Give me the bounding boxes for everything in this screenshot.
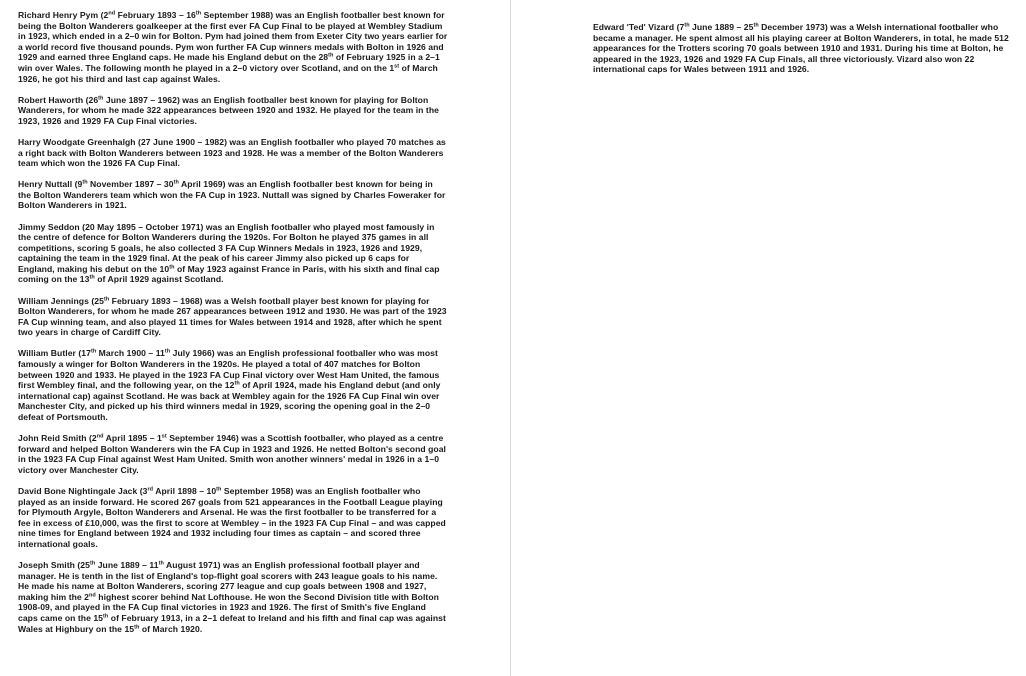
ordinal-suffix: th [216, 486, 222, 493]
paragraph-jack [18, 486, 448, 550]
left-column [18, 10, 448, 645]
paragraph-butler [18, 348, 448, 422]
paragraph-seddon [18, 222, 448, 286]
paragraph-nuttall [18, 179, 448, 211]
text-run: Richard Henry Pym (2 [18, 10, 109, 20]
text-run: June 1889 – 25 [689, 22, 754, 32]
text-run: July 1966) was an English professional footballer who was most famously a winger for Bolton Wanderers in the 1920s. He played a total of 407 matches for Bolton between 1920 and 1933. He played in the 1923 FA Cup Final victory over West Ham United, the famous first Wembley final, and the following year, on the 12 [18, 348, 440, 391]
text-run: August 1971) was an English professional football player and manager. He is tenth in the list of England's top-flight goal scorers with 243 league goals to his name. He made his name at Bolton Wanderers, scoring 277 league and cup goals between 1908 and 1927, making him the 2 [18, 560, 438, 602]
ordinal-suffix: nd [89, 592, 96, 599]
text-run: September 1988) was an English footballer best known for being the Bolton Wanderers goalkeeper at the first ever FA Cup Final to be played at Wembley Stadium in 1923, which ended in a 2–0 win for Bolton. Pym had joined them from Exeter City two years earlier for a world record five thousand pounds. Pym won further FA Cup winners medals with Bolton in 1926 and 1929 and earned three England caps. He made his England debut on the 28 [18, 10, 448, 63]
paragraph-haworth [18, 95, 448, 127]
text-run: John Reid Smith (2 [18, 433, 97, 444]
ordinal-suffix: th [134, 624, 140, 631]
text-run: of March 1920. [139, 623, 203, 634]
ordinal-suffix: th [82, 179, 88, 186]
ordinal-suffix: st [161, 433, 167, 440]
ordinal-suffix: th [164, 348, 171, 355]
text-run: Robert Haworth (26 [18, 94, 99, 105]
text-run: November 1897 – 30 [87, 179, 174, 190]
paragraph-vizard [593, 22, 1018, 75]
text-run: September 1946) was a Scottish footballer, who played as a centre forward and helped Bolton Wanderers win the FA Cup in 1923 and 1926. He netted Bolton's second goal in the 1923 FA Cup Final against West Ham United. Smith won another winners' medal in 1926 in a 1–0 victory over Manchester City. [18, 433, 446, 475]
text-run: William Jennings (25 [18, 295, 104, 306]
ordinal-suffix: th [103, 296, 110, 303]
text-run: David Bone Nightingale Jack (3 [18, 485, 148, 496]
ordinal-suffix: th [98, 95, 104, 102]
text-run: September 1958) was an English footballer who played as an inside forward. He scored 267 goals from 521 appearances in the Football League playing for Plymouth Argyle, Bolton Wanderers and Arsenal. He was the first footballer to be transferred for a fee in excess of £10,000, was the first to score at Wembley – in the 1923 FA Cup Final – and was capped nine times for England between 1924 and 1932 including four times as captain – and scored three international goals. [18, 485, 446, 549]
ordinal-suffix: th [684, 22, 690, 29]
ordinal-suffix: nd [96, 433, 104, 440]
text-run: Henry Nuttall (9 [18, 179, 83, 190]
text-run: December 1973) was a Welsh international footballer who became a manager. He spent almost all his playing career at Bolton Wanderers, in total, he made 512 appearances for the Trotters scoring 70 goals between 1910 and 1931. During his time at Bolton, he appeared in the 1923, 1926 and 1929 FA Cup Finals, all three victoriously. Vizard also won 22 international caps for Wales between 1911 and 1926. [593, 22, 1009, 75]
ordinal-suffix: rd [147, 486, 154, 493]
ordinal-suffix: th [90, 348, 97, 355]
ordinal-suffix: th [89, 560, 96, 567]
ordinal-suffix: th [234, 380, 240, 387]
text-run: of April 1929 against Scotland. [94, 274, 224, 285]
text-run: April 1898 – 10 [153, 485, 217, 496]
text-run: of February 1925 in a 2–1 win over Wales. The following month he played in a 2–0 victory over Scotland, and on the 1 [18, 52, 440, 73]
text-run: June 1897 – 1962) was an English footballer best known for playing for Bolton Wanderers, for whom he made 322 appearances between 1920 and 1932. He played for the team in the 1923, 1926 and 1929 FA Cup Final victories. [18, 94, 439, 126]
text-run: April 1895 – 1 [103, 433, 162, 444]
text-run: February 1893 – 1968) was a Welsh football player best known for playing for Bolton Wanderers, for whom he made 267 appearances between 1912 and 1930. He was part of the 1923 FA Cup winning team, and also played 11 times for Wales between 1914 and 1928, after which he spent two years in charge of Cardiff City. [18, 295, 447, 338]
text-run: of May 1923 against France in Paris, with his sixth and final cap coming on the 13 [18, 263, 440, 285]
text-run: Harry Woodgate Greenhalgh (27 June 1900 – 1982) was an English footballer who played 70 matches as a right back with Bolton Wanderers between 1923 and 1928. He was a member of the Bolton Wanderers team which won the 1926 FA Cup Final. [18, 136, 446, 169]
paragraph-jennings [18, 296, 448, 338]
ordinal-suffix: st [394, 63, 400, 70]
paragraph-pym [18, 10, 448, 84]
paragraph-joseph-smith [18, 560, 448, 634]
text-run: February 1893 – 16 [115, 10, 196, 20]
ordinal-suffix: th [328, 52, 334, 59]
text-run: of February 1913, in a 2–1 defeat to Ireland and his fifth and final cap was against Wales at Highbury on the 15 [18, 613, 446, 634]
text-run: of April 1924, made his England debut (and only international cap) against Scotland. He was back at Wembley again for the 1926 FA Cup Final win over Manchester City, and picked up his third winners medal in 1929, scoring the opening goal in the 2–0 defeat of Portsmouth. [18, 380, 441, 422]
paragraph-john-reid-smith [18, 433, 448, 475]
text-run: William Butler (17 [18, 348, 91, 359]
text-run: Jimmy Seddon (20 May 1895 – October 1971) was an English footballer who played most famously in the centre of defence for Bolton Wanderers during the 1920s. For Bolton he played 375 games in all competitions, scoring 5 goals, he also collected 3 FA Cup Winners Medals in 1923, 1926 and 1929, captaining the team in the 1929 final. At the peak of his career Jimmy also picked up 6 caps for England, making his debut on the 10 [18, 221, 435, 274]
text-run: of March 1926, he got his third and last cap against Wales. [18, 62, 438, 84]
text-run: highest scorer behind Nat Lofthouse. He won the Second Division title with Bolton 1908-09, and played in the FA Cup final victories in 1923 and 1926. The first of Smith's five England caps came on the 15 [18, 591, 439, 623]
text-run: March 1900 – 11 [96, 348, 165, 359]
text-run: Edward 'Ted' Vizard (7 [593, 22, 685, 32]
ordinal-suffix: th [753, 22, 759, 29]
ordinal-suffix: th [195, 10, 202, 17]
right-column [593, 22, 1018, 85]
text-run: Joseph Smith (25 [18, 560, 90, 571]
ordinal-suffix: th [89, 274, 95, 281]
page-divider [510, 0, 511, 676]
text-run: June 1889 – 11 [95, 560, 159, 571]
ordinal-suffix: th [169, 264, 175, 271]
ordinal-suffix: th [103, 613, 109, 620]
ordinal-suffix: nd [108, 10, 116, 17]
paragraph-greenhalgh [18, 137, 448, 169]
text-run: April 1969) was an English footballer best known for being in the Bolton Wanderers team which won the FA Cup in 1923. Nuttall was signed by Charles Foweraker for Bolton Wanderers in 1921. [18, 179, 446, 211]
ordinal-suffix: th [173, 179, 179, 186]
ordinal-suffix: th [158, 560, 164, 567]
